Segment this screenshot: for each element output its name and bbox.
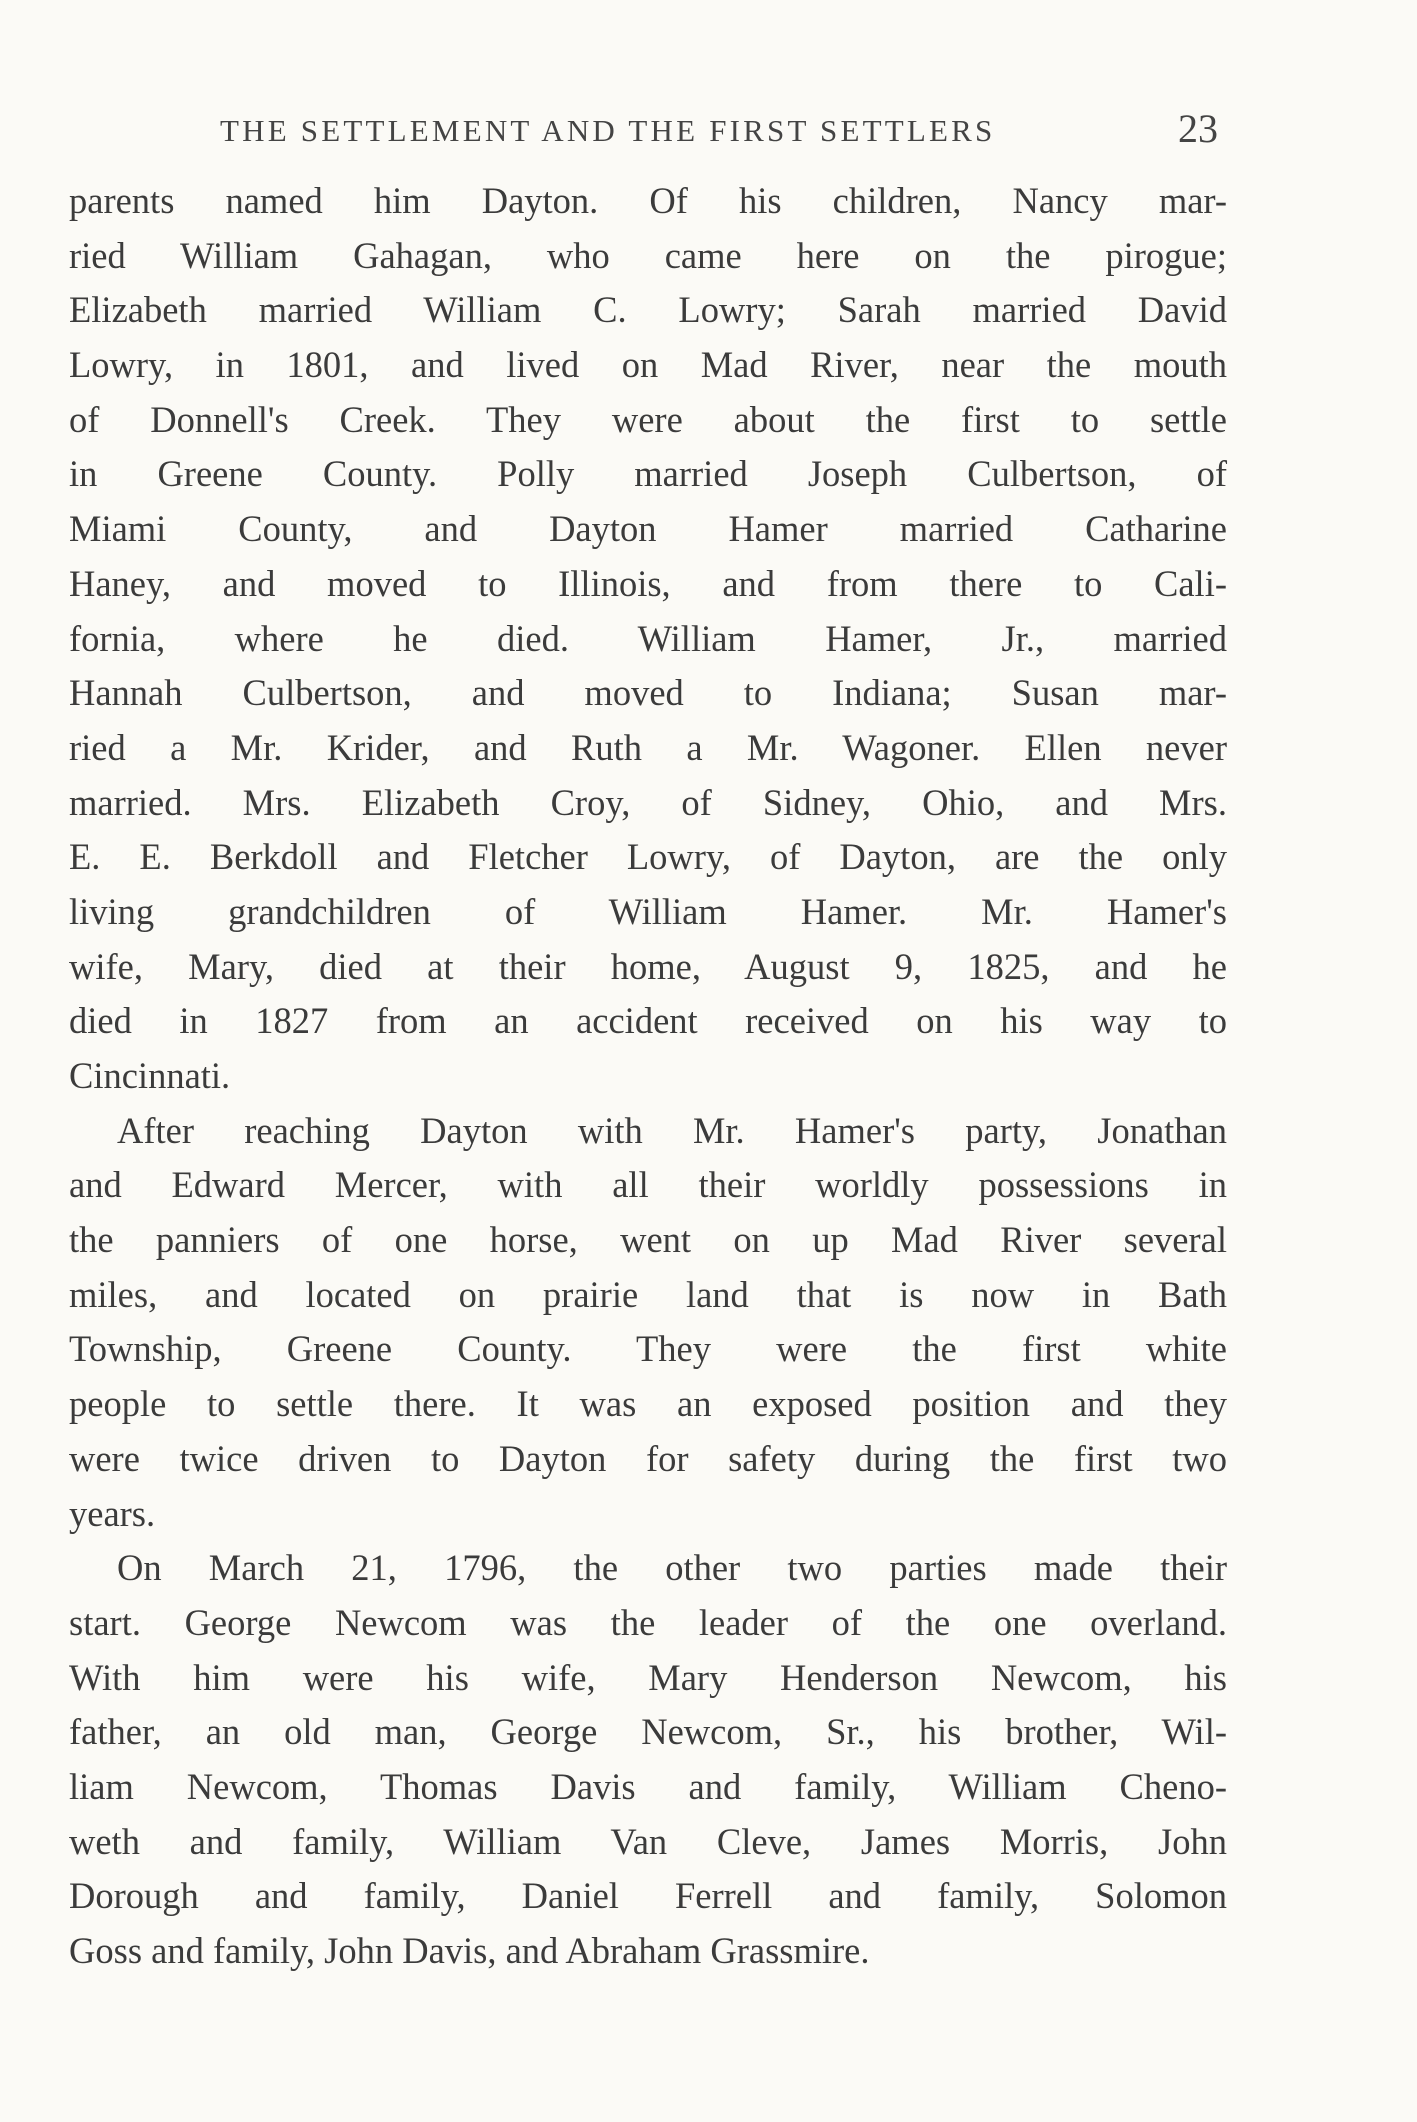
text-line: wife, Mary, died at their home, August 9, 1825, and he xyxy=(69,945,1227,987)
text-line: start. George Newcom was the leader of the one overland. xyxy=(69,1601,1227,1643)
text-line: in Greene County. Polly married Joseph Culbertson, of xyxy=(69,453,1227,495)
text-line: With him were his wife, Mary Henderson Newcom, his xyxy=(69,1656,1227,1698)
text-line: and Edward Mercer, with all their worldly possessions in xyxy=(69,1164,1227,1206)
text-line: years. xyxy=(69,1492,156,1534)
text-line: ried a Mr. Krider, and Ruth a Mr. Wagoner. Ellen never xyxy=(69,726,1227,768)
text-line: Dorough and family, Daniel Ferrell and family, Solomon xyxy=(69,1875,1227,1917)
text-line: Haney, and moved to Illinois, and from there to Cali- xyxy=(69,562,1227,604)
text-line: Goss and family, John Davis, and Abraham Grassmire. xyxy=(69,1930,870,1971)
text-line: Lowry, in 1801, and lived on Mad River, near the mouth xyxy=(69,344,1227,386)
text-line: died in 1827 from an accident received on his way to xyxy=(69,1000,1227,1042)
text-line: married. Mrs. Elizabeth Croy, of Sidney, Ohio, and Mrs. xyxy=(69,781,1227,823)
text-line: Cincinnati. xyxy=(69,1055,231,1096)
text-line: father, an old man, George Newcom, Sr., his brother, Wil- xyxy=(69,1711,1227,1753)
paragraph-first-line: On March 21, 1796, the other two parties made their xyxy=(117,1547,1227,1589)
text-line: liam Newcom, Thomas Davis and family, William Cheno- xyxy=(69,1765,1227,1807)
text-line: E. E. Berkdoll and Fletcher Lowry, of Dayton, are the only xyxy=(69,836,1227,878)
body-text xyxy=(69,174,1227,1979)
text-line: miles, and located on prairie land that is now in Bath xyxy=(69,1273,1227,1315)
running-head xyxy=(200,105,1218,165)
text-line: of Donnell's Creek. They were about the first to settle xyxy=(69,398,1227,440)
text-line: the panniers of one horse, went on up Mad River several xyxy=(69,1219,1227,1261)
text-line: people to settle there. It was an exposed position and they xyxy=(69,1383,1227,1425)
text-line: weth and family, William Van Cleve, James Morris, John xyxy=(69,1820,1227,1862)
text-line: ried William Gahagan, who came here on the pirogue; xyxy=(69,234,1227,276)
text-line: Township, Greene County. They were the first white xyxy=(69,1328,1227,1370)
paragraph-first-line: After reaching Dayton with Mr. Hamer's party, Jonathan xyxy=(117,1109,1227,1151)
text-line: living grandchildren of William Hamer. Mr. Hamer's xyxy=(69,890,1227,932)
text-line: parents named him Dayton. Of his children, Nancy mar- xyxy=(69,180,1227,221)
text-line: Miami County, and Dayton Hamer married Catharine xyxy=(69,508,1227,550)
text-line: Elizabeth married William C. Lowry; Sarah married David xyxy=(69,289,1227,331)
text-line: fornia, where he died. William Hamer, Jr., married xyxy=(69,617,1227,659)
text-line: were twice driven to Dayton for safety during the first two xyxy=(69,1437,1227,1479)
running-title: THE SETTLEMENT AND THE FIRST SETTLERS xyxy=(220,113,996,148)
text-line: Hannah Culbertson, and moved to Indiana; Susan mar- xyxy=(69,672,1227,714)
page-number: 23 xyxy=(1178,106,1218,151)
